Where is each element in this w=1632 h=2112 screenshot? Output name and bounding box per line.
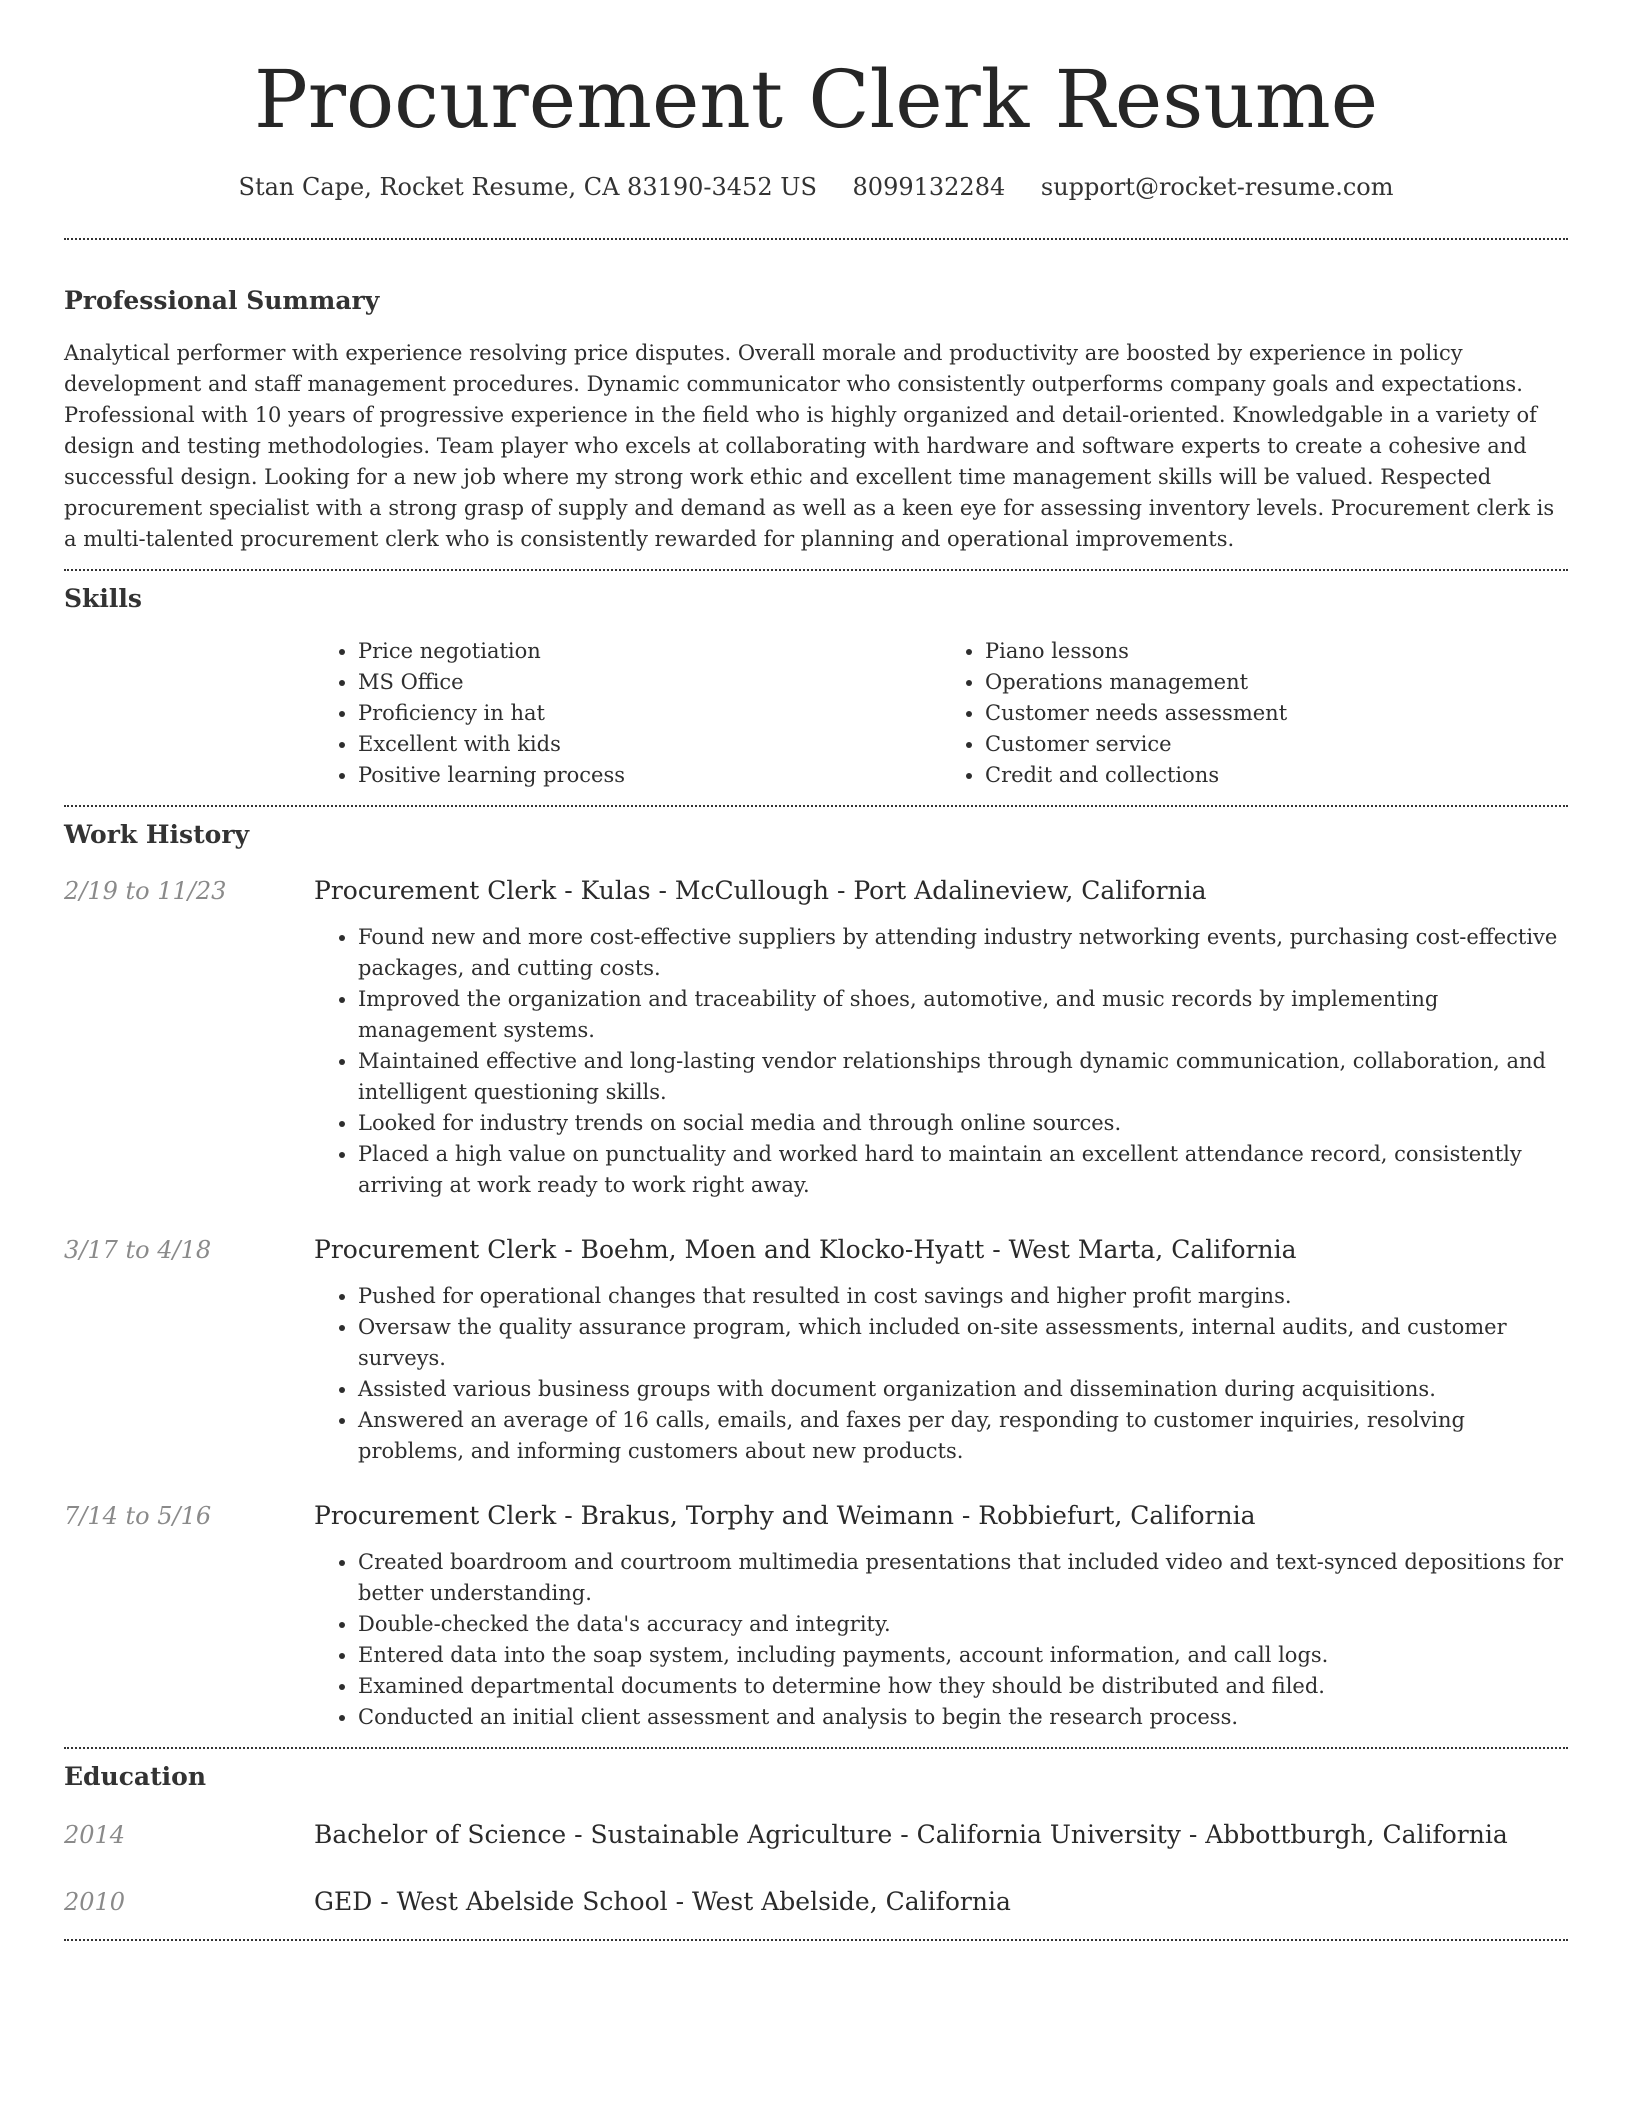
list-item: • Looked for industry trends on social media and through online sources. — [358, 1108, 1568, 1139]
divider — [64, 569, 1568, 571]
job-entry — [64, 1233, 1568, 1467]
job-title: Procurement Clerk - Boehm, Moen and Klocko-Hyatt - West Marta, California — [314, 1235, 1297, 1264]
job-header — [64, 1233, 1568, 1267]
education-entry — [64, 1885, 1568, 1919]
job-title: Procurement Clerk - Brakus, Torphy and Weimann - Robbiefurt, California — [314, 1501, 1256, 1530]
divider — [64, 238, 1568, 240]
address-text: Stan Cape, Rocket Resume, CA 83190-3452 US — [238, 173, 817, 201]
list-item: • Oversaw the quality assurance program, which included on-site assessments, internal audits, and customer surveys. — [358, 1312, 1568, 1374]
list-item: • Conducted an initial client assessment and analysis to begin the research process. — [358, 1702, 1568, 1733]
list-item: • Positive learning process — [358, 760, 941, 791]
list-item: • Credit and collections — [985, 760, 1568, 791]
email-text: support@rocket-resume.com — [1040, 173, 1394, 201]
education-text: Bachelor of Science - Sustainable Agriculture - California University - Abbottburgh, California — [314, 1820, 1508, 1849]
divider — [64, 1747, 1568, 1749]
job-dates: 7/14 to 5/16 — [64, 1502, 212, 1530]
list-item: • Pushed for operational changes that resulted in cost savings and higher profit margins. — [358, 1281, 1568, 1312]
job-header — [64, 874, 1568, 908]
list-item: • Proficiency in hat — [358, 698, 941, 729]
skills-list-left — [314, 636, 941, 791]
job-entry — [64, 874, 1568, 1201]
summary-heading: Professional Summary — [64, 286, 380, 315]
education-year: 2014 — [64, 1821, 126, 1849]
contact-line — [64, 170, 1568, 204]
list-item: • Placed a high value on punctuality and worked hard to maintain an excellent attendance record, consistently arriving at work ready to work right away. — [358, 1139, 1568, 1201]
list-item: • Found new and more cost-effective suppliers by attending industry networking events, purchasing cost-effective packages, and cutting costs. — [358, 922, 1568, 984]
list-item: • Customer service — [985, 729, 1568, 760]
work-heading: Work History — [64, 820, 250, 849]
list-item: • Operations management — [985, 667, 1568, 698]
job-header — [64, 1499, 1568, 1533]
education-entry — [64, 1818, 1568, 1852]
job-bullets — [314, 922, 1568, 1201]
list-item: • Examined departmental documents to determine how they should be distributed and filed. — [358, 1671, 1568, 1702]
list-item: • Piano lessons — [985, 636, 1568, 667]
education-section — [64, 1760, 1568, 1919]
list-item: • Created boardroom and courtroom multimedia presentations that included video and text-synced depositions for better understanding. — [358, 1547, 1568, 1609]
list-item: • Answered an average of 16 calls, emails, and faxes per day, responding to customer inquiries, resolving problems, and informing customers about new products. — [358, 1405, 1568, 1467]
work-section — [64, 818, 1568, 1733]
resume-page — [64, 0, 1568, 1941]
education-text: GED - West Abelside School - West Abelside, California — [314, 1887, 1011, 1916]
skills-section — [64, 582, 1568, 791]
list-item: • Excellent with kids — [358, 729, 941, 760]
list-item: • Assisted various business groups with document organization and dissemination during acquisitions. — [358, 1374, 1568, 1405]
divider — [64, 1939, 1568, 1941]
phone-text: 8099132284 — [852, 173, 1006, 201]
education-year: 2010 — [64, 1888, 126, 1916]
list-item: • Price negotiation — [358, 636, 941, 667]
list-item: • Improved the organization and traceability of shoes, automotive, and music records by implementing management systems. — [358, 984, 1568, 1046]
summary-text: Analytical performer with experience resolving price disputes. Overall morale and productivity are boosted by experience in policy development and staff management procedures. Dynamic communicator who consistently outperforms company goals and expectations. Professional with 10 years of progressive experience in the field who is highly organized and detail-oriented. Knowledgable in a variety of design and testing methodologies. Team player who excels at collaborating with hardware and software experts to create a cohesive and successful design. Looking for a new job where my strong work ethic and excellent time management skills will be valued. Respected procurement specialist with a strong grasp of supply and demand as well as a keen eye for assessing inventory levels. Procurement clerk is a multi-talented procurement clerk who is consistently rewarded for planning and operational improvements. — [64, 341, 1555, 551]
skills-list-right — [941, 636, 1568, 791]
job-entry — [64, 1499, 1568, 1733]
skills-grid — [314, 636, 1568, 791]
list-item: • Maintained effective and long-lasting vendor relationships through dynamic communication, collaboration, and intelligent questioning skills. — [358, 1046, 1568, 1108]
job-title: Procurement Clerk - Kulas - McCullough - Port Adalineview, California — [314, 876, 1207, 905]
education-heading: Education — [64, 1762, 207, 1791]
skills-heading: Skills — [64, 584, 142, 613]
job-bullets — [314, 1547, 1568, 1733]
resume-title: Procurement Clerk Resume — [253, 53, 1379, 146]
list-item: • MS Office — [358, 667, 941, 698]
job-bullets — [314, 1281, 1568, 1467]
summary-section — [64, 284, 1568, 555]
job-dates: 2/19 to 11/23 — [64, 877, 227, 905]
divider — [64, 805, 1568, 807]
list-item: • Double-checked the data's accuracy and integrity. — [358, 1609, 1568, 1640]
list-item: • Entered data into the soap system, including payments, account information, and call logs. — [358, 1640, 1568, 1671]
job-dates: 3/17 to 4/18 — [64, 1236, 212, 1264]
list-item: • Customer needs assessment — [985, 698, 1568, 729]
